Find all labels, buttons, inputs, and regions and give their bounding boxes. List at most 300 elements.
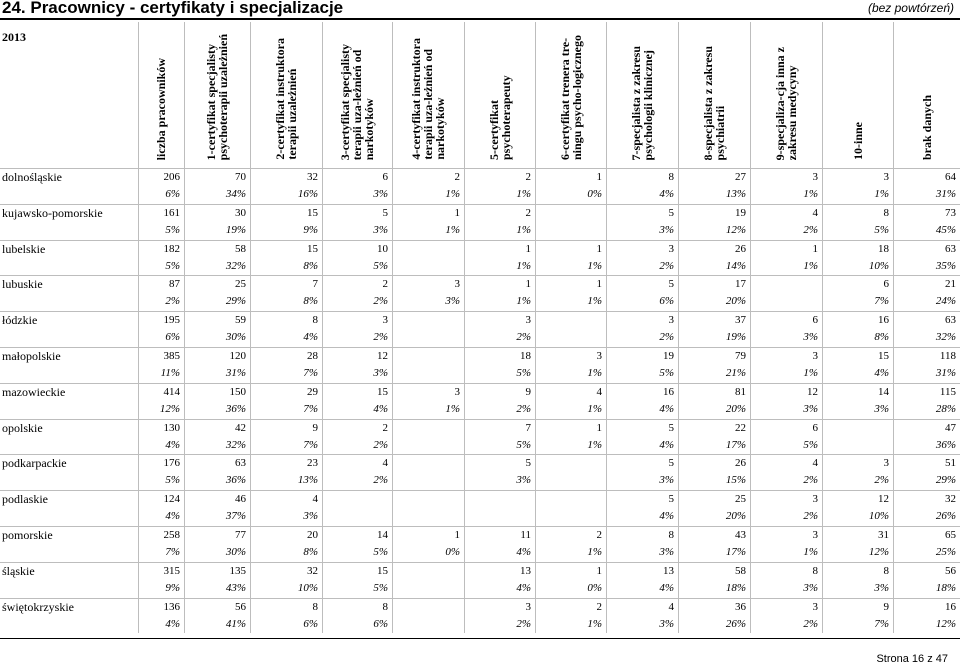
count-cell: 73 — [945, 206, 956, 219]
percent-cell: 7% — [874, 295, 889, 308]
voivodeship-label: podlaskie — [2, 492, 48, 507]
percent-cell: 2% — [803, 510, 818, 523]
voivodeship-label: kujawsko-pomorskie — [2, 205, 103, 220]
count-cell: 46 — [235, 493, 246, 506]
count-cell: 6 — [382, 171, 388, 183]
count-cell: 18 — [878, 242, 889, 255]
percent-cell: 6% — [373, 617, 388, 630]
count-cell: 58 — [735, 564, 746, 577]
percent-cell: 19% — [225, 223, 246, 236]
count-cell: 1 — [596, 421, 602, 434]
count-cell: 2 — [454, 171, 460, 183]
count-cell: 8 — [812, 564, 818, 577]
count-cell: 43 — [735, 529, 746, 541]
count-cell: 2 — [596, 529, 602, 541]
count-cell: 8 — [312, 600, 318, 613]
count-cell: 3 — [812, 600, 818, 613]
count-cell: 9 — [525, 385, 531, 398]
percent-cell: 3% — [803, 402, 818, 415]
percent-cell: 12% — [935, 617, 956, 630]
count-cell: 8 — [668, 171, 674, 183]
count-cell: 42 — [235, 421, 246, 434]
count-cell: 6 — [812, 421, 818, 434]
count-cell: 3 — [525, 314, 531, 327]
table-row-percentages — [0, 401, 960, 419]
count-cell: 258 — [163, 529, 180, 541]
percent-cell: 37% — [225, 510, 246, 523]
count-cell: 3 — [382, 314, 388, 327]
count-cell: 2 — [382, 421, 388, 434]
count-cell: 4 — [668, 600, 674, 613]
percent-cell: 5% — [373, 259, 388, 272]
column-header-label: 5-certyfikat psychoterapeuty — [486, 75, 513, 160]
percent-cell: 1% — [803, 366, 818, 379]
percent-cell: 4% — [165, 510, 180, 523]
percent-cell: 20% — [725, 510, 746, 523]
voivodeship-label: pomorskie — [2, 528, 53, 542]
count-cell: 1 — [596, 242, 602, 255]
percent-cell: 1% — [445, 187, 460, 200]
count-cell: 63 — [945, 242, 956, 255]
count-cell: 12 — [807, 385, 818, 398]
column-header-label: 3-certyfikat specjalisty terapii uza-leżnień od narkotyków — [338, 43, 376, 160]
percent-cell: 17% — [725, 545, 746, 558]
percent-cell: 32% — [935, 331, 956, 344]
count-cell: 414 — [163, 385, 180, 398]
table-row-percentages — [0, 293, 960, 311]
count-cell: 13 — [663, 564, 674, 577]
page-number: Strona 16 z 47 — [876, 653, 948, 665]
count-cell: 1 — [812, 242, 818, 255]
percent-cell: 26% — [725, 617, 746, 630]
percent-cell: 1% — [587, 366, 602, 379]
count-cell: 6 — [812, 314, 818, 327]
table-row-percentages — [0, 222, 960, 240]
table-row-counts — [0, 562, 960, 581]
percent-cell: 31% — [225, 366, 246, 379]
percent-cell: 18% — [725, 581, 746, 594]
count-cell: 2 — [382, 278, 388, 291]
count-cell: 3 — [454, 278, 460, 291]
count-cell: 8 — [312, 314, 318, 327]
column-header — [184, 28, 250, 160]
percent-cell: 45% — [935, 223, 956, 236]
percent-cell: 2% — [516, 402, 531, 415]
column-header-label: 4-certyfikat instruktora terapii uza-leżnień od narkotyków — [409, 38, 447, 160]
count-cell: 77 — [235, 529, 246, 541]
percent-cell: 21% — [725, 366, 746, 379]
percent-cell: 1% — [445, 402, 460, 415]
count-cell: 26 — [735, 457, 746, 470]
count-cell: 150 — [229, 385, 246, 398]
percent-cell: 5% — [803, 438, 818, 451]
voivodeship-label: podkarpackie — [2, 456, 67, 471]
percent-cell: 2% — [373, 331, 388, 344]
percent-cell: 6% — [303, 617, 318, 630]
table-row-percentages — [0, 580, 960, 598]
percent-cell: 7% — [303, 438, 318, 451]
column-header-label: 10-inne — [850, 121, 865, 160]
count-cell: 6 — [883, 278, 889, 291]
count-cell: 3 — [525, 600, 531, 613]
count-cell: 56 — [235, 600, 246, 613]
percent-cell: 12% — [159, 402, 180, 415]
percent-cell: 32% — [225, 438, 246, 451]
percent-cell: 20% — [725, 402, 746, 415]
percent-cell: 2% — [165, 295, 180, 308]
table-row-percentages — [0, 437, 960, 455]
table-row-percentages — [0, 616, 960, 634]
percent-cell: 3% — [516, 474, 531, 487]
count-cell: 63 — [945, 314, 956, 327]
count-cell: 9 — [883, 600, 889, 613]
percent-cell: 4% — [516, 545, 531, 558]
table-row-counts — [0, 419, 960, 438]
percent-cell: 36% — [935, 438, 956, 451]
percent-cell: 2% — [516, 331, 531, 344]
percent-cell: 1% — [516, 223, 531, 236]
count-cell: 7 — [312, 278, 318, 291]
count-cell: 1 — [454, 529, 460, 541]
percent-cell: 5% — [373, 581, 388, 594]
percent-cell: 3% — [373, 223, 388, 236]
column-header-label: 6-certyfikat trenera tre- ningu psycho-logicznego — [557, 34, 584, 160]
count-cell: 19 — [735, 206, 746, 219]
percent-cell: 4% — [659, 581, 674, 594]
count-cell: 25 — [735, 493, 746, 506]
count-cell: 130 — [163, 421, 180, 434]
percent-cell: 1% — [803, 545, 818, 558]
count-cell: 176 — [163, 457, 180, 470]
column-header — [250, 28, 322, 160]
count-cell: 1 — [525, 278, 531, 291]
percent-cell: 8% — [874, 331, 889, 344]
percent-cell: 15% — [725, 474, 746, 487]
percent-cell: 10% — [868, 510, 889, 523]
count-cell: 12 — [377, 350, 388, 362]
count-cell: 64 — [945, 171, 956, 183]
count-cell: 8 — [668, 529, 674, 541]
count-cell: 37 — [735, 314, 746, 327]
voivodeship-label: śląskie — [2, 563, 35, 578]
count-cell: 2 — [525, 206, 531, 219]
percent-cell: 25% — [935, 545, 956, 558]
percent-cell: 5% — [874, 223, 889, 236]
count-cell: 3 — [812, 493, 818, 506]
percent-cell: 31% — [935, 187, 956, 200]
column-header — [392, 28, 464, 160]
percent-cell: 3% — [373, 187, 388, 200]
percent-cell: 4% — [516, 581, 531, 594]
percent-cell: 4% — [659, 187, 674, 200]
column-header-label: 8-specjalista z zakresu psychiatrii — [701, 45, 727, 160]
table-row-percentages — [0, 508, 960, 526]
percent-cell: 6% — [165, 187, 180, 200]
count-cell: 136 — [163, 600, 180, 613]
column-header — [893, 28, 960, 160]
count-cell: 4 — [312, 493, 318, 506]
percent-cell: 4% — [373, 402, 388, 415]
percent-cell: 10% — [868, 259, 889, 272]
percent-cell: 4% — [659, 438, 674, 451]
percent-cell: 4% — [874, 366, 889, 379]
count-cell: 2 — [525, 171, 531, 183]
percent-cell: 2% — [803, 223, 818, 236]
table-row-counts — [0, 311, 960, 330]
count-cell: 3 — [668, 242, 674, 255]
percent-cell: 36% — [225, 402, 246, 415]
count-cell: 36 — [735, 600, 746, 613]
percent-cell: 30% — [225, 331, 246, 344]
table-row-percentages — [0, 544, 960, 562]
count-cell: 115 — [939, 385, 956, 398]
count-cell: 11 — [520, 529, 531, 541]
column-header — [138, 28, 184, 160]
count-cell: 8 — [883, 564, 889, 577]
count-cell: 3 — [454, 385, 460, 398]
count-cell: 47 — [945, 421, 956, 434]
count-cell: 25 — [235, 278, 246, 291]
percent-cell: 17% — [725, 438, 746, 451]
count-cell: 7 — [525, 421, 531, 434]
percent-cell: 2% — [373, 474, 388, 487]
count-cell: 65 — [945, 529, 956, 541]
count-cell: 135 — [229, 564, 246, 577]
count-cell: 20 — [307, 529, 318, 541]
percent-cell: 0% — [587, 581, 602, 594]
count-cell: 10 — [377, 242, 388, 255]
count-cell: 32 — [307, 564, 318, 577]
percent-cell: 24% — [935, 295, 956, 308]
percent-cell: 1% — [587, 402, 602, 415]
count-cell: 56 — [945, 564, 956, 577]
count-cell: 15 — [377, 385, 388, 398]
count-cell: 4 — [382, 457, 388, 470]
percent-cell: 9% — [165, 581, 180, 594]
percent-cell: 16% — [297, 187, 318, 200]
count-cell: 206 — [163, 171, 180, 183]
voivodeship-label: świętokrzyskie — [2, 599, 74, 614]
count-cell: 4 — [596, 385, 602, 398]
table-row-percentages — [0, 258, 960, 276]
percent-cell: 30% — [225, 545, 246, 558]
percent-cell: 5% — [659, 366, 674, 379]
count-cell: 17 — [735, 278, 746, 291]
count-cell: 1 — [596, 171, 602, 183]
percent-cell: 20% — [725, 295, 746, 308]
count-cell: 87 — [169, 278, 180, 291]
count-cell: 161 — [163, 206, 180, 219]
percent-cell: 34% — [225, 187, 246, 200]
percent-cell: 1% — [874, 187, 889, 200]
column-header-label: liczba pracowników — [154, 57, 168, 160]
percent-cell: 2% — [516, 617, 531, 630]
percent-cell: 5% — [165, 474, 180, 487]
voivodeship-label: opolskie — [2, 420, 43, 435]
percent-cell: 1% — [445, 223, 460, 236]
count-cell: 27 — [735, 171, 746, 183]
count-cell: 15 — [307, 206, 318, 219]
count-cell: 385 — [163, 350, 180, 362]
percent-cell: 1% — [516, 295, 531, 308]
table-row-counts — [0, 275, 960, 294]
percent-cell: 3% — [803, 331, 818, 344]
count-cell: 8 — [382, 600, 388, 613]
percent-cell: 0% — [445, 545, 460, 558]
percent-cell: 3% — [373, 366, 388, 379]
column-header — [822, 28, 893, 160]
count-cell: 3 — [668, 314, 674, 327]
percent-cell: 29% — [225, 295, 246, 308]
count-cell: 3 — [812, 171, 818, 183]
count-cell: 32 — [945, 493, 956, 506]
table-row-percentages — [0, 472, 960, 490]
percent-cell: 7% — [303, 366, 318, 379]
percent-cell: 6% — [659, 295, 674, 308]
count-cell: 19 — [663, 350, 674, 362]
percent-cell: 1% — [587, 617, 602, 630]
column-header-label: brak danych — [919, 94, 934, 160]
count-cell: 3 — [596, 350, 602, 362]
column-header — [750, 28, 822, 160]
count-cell: 30 — [235, 206, 246, 219]
count-cell: 2 — [596, 600, 602, 613]
column-header-label: 1-certyfikat specjalisty psychoterapii uzależnień — [204, 33, 230, 160]
percent-cell: 3% — [874, 402, 889, 415]
count-cell: 120 — [229, 350, 246, 362]
percent-cell: 1% — [587, 438, 602, 451]
voivodeship-label: lubelskie — [2, 241, 46, 256]
column-header — [535, 28, 606, 160]
percent-cell: 29% — [935, 474, 956, 487]
column-header — [606, 28, 678, 160]
percent-cell: 0% — [587, 187, 602, 200]
percent-cell: 8% — [303, 545, 318, 558]
voivodeship-label: łódzkie — [2, 313, 38, 328]
count-cell: 1 — [596, 564, 602, 577]
percent-cell: 31% — [935, 366, 956, 379]
percent-cell: 5% — [373, 545, 388, 558]
percent-cell: 12% — [725, 223, 746, 236]
percent-cell: 3% — [303, 510, 318, 523]
percent-cell: 9% — [303, 223, 318, 236]
count-cell: 14 — [878, 385, 889, 398]
percent-cell: 1% — [516, 259, 531, 272]
percent-cell: 8% — [303, 259, 318, 272]
column-header — [322, 28, 392, 160]
count-cell: 315 — [163, 564, 180, 577]
percent-cell: 3% — [659, 545, 674, 558]
count-cell: 79 — [735, 350, 746, 362]
percent-cell: 18% — [935, 581, 956, 594]
percent-cell: 6% — [165, 331, 180, 344]
count-cell: 12 — [878, 493, 889, 506]
percent-cell: 2% — [373, 295, 388, 308]
count-cell: 15 — [377, 564, 388, 577]
count-cell: 4 — [812, 457, 818, 470]
percent-cell: 12% — [868, 545, 889, 558]
count-cell: 5 — [382, 206, 388, 219]
percent-cell: 3% — [803, 581, 818, 594]
count-cell: 195 — [163, 314, 180, 327]
count-cell: 51 — [945, 457, 956, 470]
count-cell: 81 — [735, 385, 746, 398]
count-cell: 32 — [307, 171, 318, 183]
table-row-counts — [0, 490, 960, 509]
table-row-counts — [0, 240, 960, 259]
count-cell: 3 — [812, 529, 818, 541]
percent-cell: 2% — [803, 474, 818, 487]
percent-cell: 2% — [803, 617, 818, 630]
count-cell: 70 — [235, 171, 246, 183]
percent-cell: 3% — [445, 295, 460, 308]
count-cell: 18 — [520, 350, 531, 362]
repetition-note: (bez powtórzeń) — [867, 1, 954, 15]
percent-cell: 3% — [874, 581, 889, 594]
percent-cell: 2% — [659, 331, 674, 344]
percent-cell: 1% — [587, 259, 602, 272]
count-cell: 29 — [307, 385, 318, 398]
percent-cell: 28% — [935, 402, 956, 415]
percent-cell: 13% — [725, 187, 746, 200]
count-cell: 5 — [668, 493, 674, 506]
voivodeship-label: lubuskie — [2, 277, 43, 292]
percent-cell: 32% — [225, 259, 246, 272]
title-bar — [0, 0, 960, 20]
percent-cell: 10% — [297, 581, 318, 594]
count-cell: 3 — [883, 457, 889, 470]
count-cell: 8 — [883, 206, 889, 219]
count-cell: 4 — [812, 206, 818, 219]
percent-cell: 1% — [587, 545, 602, 558]
percent-cell: 4% — [165, 438, 180, 451]
percent-cell: 2% — [659, 259, 674, 272]
percent-cell: 36% — [225, 474, 246, 487]
count-cell: 5 — [668, 421, 674, 434]
table-row-counts — [0, 383, 960, 402]
percent-cell: 2% — [874, 474, 889, 487]
percent-cell: 14% — [725, 259, 746, 272]
count-cell: 1 — [596, 278, 602, 291]
count-cell: 59 — [235, 314, 246, 327]
year-label: 2013 — [2, 30, 26, 44]
footer-divider — [0, 638, 960, 639]
count-cell: 63 — [235, 457, 246, 470]
voivodeship-label: dolnośląskie — [2, 170, 62, 184]
count-cell: 13 — [520, 564, 531, 577]
table-row-counts — [0, 204, 960, 223]
voivodeship-label: małopolskie — [2, 349, 61, 363]
column-header — [464, 28, 535, 160]
count-cell: 5 — [668, 457, 674, 470]
table-row-counts — [0, 168, 960, 187]
column-header — [678, 28, 750, 160]
percent-cell: 5% — [165, 259, 180, 272]
percent-cell: 43% — [225, 581, 246, 594]
percent-cell: 5% — [516, 438, 531, 451]
percent-cell: 41% — [225, 617, 246, 630]
table-row-percentages — [0, 186, 960, 204]
percent-cell: 13% — [297, 474, 318, 487]
count-cell: 5 — [668, 206, 674, 219]
table-row-percentages — [0, 365, 960, 383]
count-cell: 31 — [878, 529, 889, 541]
count-cell: 15 — [878, 350, 889, 362]
percent-cell: 4% — [659, 402, 674, 415]
percent-cell: 1% — [516, 187, 531, 200]
count-cell: 5 — [668, 278, 674, 291]
count-cell: 5 — [525, 457, 531, 470]
